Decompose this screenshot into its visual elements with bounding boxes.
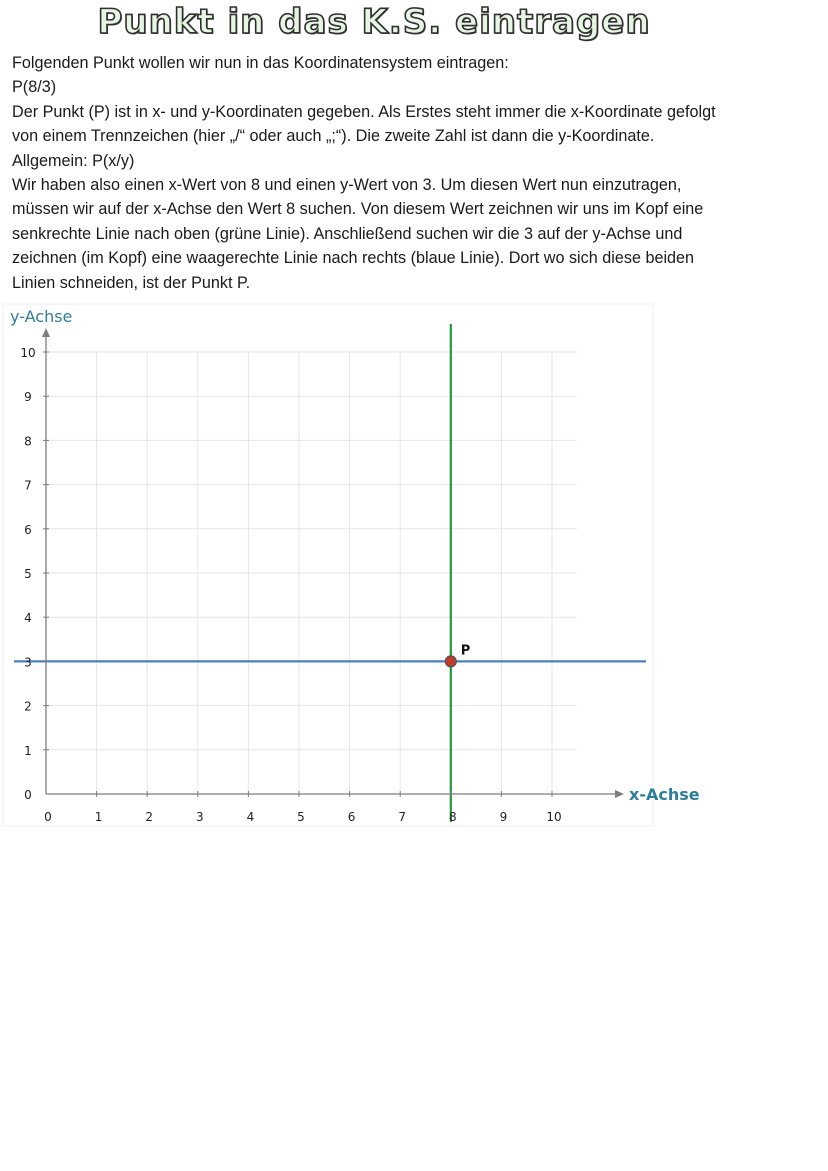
x-tick-label: 4 bbox=[246, 810, 255, 824]
body-text-line: Allgemein: P(x/y) bbox=[12, 151, 135, 170]
x-tick-label: 2 bbox=[145, 810, 154, 824]
body-text-line: müssen wir auf der x-Achse den Wert 8 suchen. Von diesem Wert zeichnen wir uns im Kopf eine bbox=[12, 200, 704, 219]
y-tick-label: 10 bbox=[20, 346, 36, 360]
x-tick-label: 9 bbox=[499, 810, 508, 824]
y-tick-label: 1 bbox=[24, 743, 32, 758]
y-tick-label: 2 bbox=[24, 699, 32, 714]
point-p-marker bbox=[445, 656, 456, 667]
coordinate-system-chart bbox=[0, 300, 828, 830]
x-tick-label: 5 bbox=[297, 810, 305, 824]
document-body bbox=[12, 51, 812, 295]
body-text-line: zeichnen (im Kopf) eine waagerechte Linie nach rechts (blaue Linie). Dort wo sich diese beiden bbox=[12, 249, 695, 268]
x-tick-label: 10 bbox=[546, 810, 562, 824]
y-axis-label: y-Achse bbox=[10, 307, 73, 326]
x-tick-label: 6 bbox=[347, 810, 356, 824]
body-text-line: Linien schneiden, ist der Punkt P. bbox=[12, 273, 251, 292]
y-tick-label: 0 bbox=[24, 788, 32, 802]
body-text-line: Wir haben also einen x-Wert von 8 und einen y-Wert von 3. Um diesen Wert nun einzutragen, bbox=[12, 176, 682, 195]
y-tick-label: 4 bbox=[24, 611, 32, 626]
x-tick-label: 1 bbox=[94, 810, 103, 824]
body-text-line: P(8/3) bbox=[12, 78, 57, 97]
chart-panel bbox=[3, 304, 653, 826]
x-tick-label: 0 bbox=[44, 810, 52, 824]
y-tick-label: 5 bbox=[24, 567, 32, 581]
x-tick-label: 7 bbox=[398, 810, 407, 824]
y-tick-label: 6 bbox=[24, 522, 32, 537]
y-tick-label: 7 bbox=[24, 478, 32, 493]
point-p-label: P bbox=[460, 643, 471, 659]
x-tick-label: 8 bbox=[448, 810, 457, 824]
y-tick-label: 8 bbox=[24, 434, 32, 449]
body-text-line: Der Punkt (P) ist in x- und y-Koordinaten gegeben. Als Erstes steht immer die x-Koordinate gefolgt bbox=[12, 102, 716, 121]
x-axis-label: x-Achse bbox=[629, 785, 700, 804]
body-text-line: von einem Trennzeichen (hier „/“ oder auch „;“). Die zweite Zahl ist dann die y-Koordinate. bbox=[12, 127, 655, 146]
x-tick-label: 3 bbox=[195, 810, 204, 824]
body-text-line: senkrechte Linie nach oben (grüne Linie). Anschließend suchen wir die 3 auf der y-Achse und bbox=[12, 224, 683, 243]
document-title: Punkt in das K.S. eintragen bbox=[97, 2, 651, 42]
y-tick-label: 9 bbox=[24, 390, 32, 405]
body-text-line: Folgenden Punkt wollen wir nun in das Koordinatensystem eintragen: bbox=[12, 54, 509, 72]
y-tick-label: 3 bbox=[24, 655, 32, 670]
